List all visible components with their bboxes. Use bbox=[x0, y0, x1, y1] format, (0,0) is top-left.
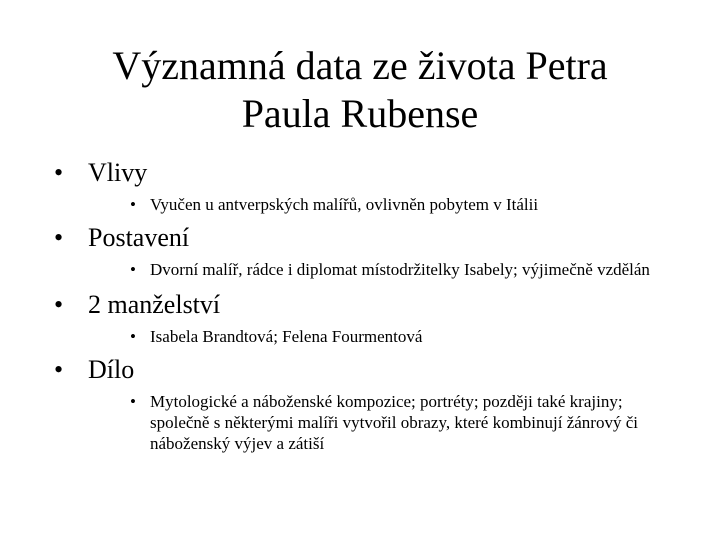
slide-title-line-1: Významná data ze života Petra bbox=[112, 43, 608, 88]
sub-bullet-icon: • bbox=[130, 195, 136, 214]
slide-body bbox=[54, 156, 664, 454]
sub-bullet-icon: • bbox=[130, 260, 136, 279]
bullet-icon: • bbox=[54, 158, 64, 187]
sub-bullet-item bbox=[54, 194, 664, 215]
sub-bullet-text: Isabela Brandtová; Felena Fourmentová bbox=[150, 327, 423, 346]
slide-title-line-2: Paula Rubense bbox=[241, 91, 479, 136]
bullet-heading: Dílo bbox=[88, 355, 135, 384]
bullet-heading: 2 manželství bbox=[88, 290, 221, 319]
bullet-heading: Postavení bbox=[88, 223, 190, 252]
bullet-icon: • bbox=[54, 223, 64, 252]
bullet-item-manzelstvi bbox=[54, 288, 664, 322]
bullet-icon: • bbox=[54, 290, 64, 319]
bullet-heading: Vlivy bbox=[88, 158, 148, 187]
bullet-icon: • bbox=[54, 355, 64, 384]
bullet-item-vlivy bbox=[54, 156, 664, 190]
sub-bullet-icon: • bbox=[130, 327, 136, 346]
sub-bullet-item bbox=[54, 259, 664, 280]
sub-bullet-icon: • bbox=[130, 392, 136, 411]
bullet-item-postaveni bbox=[54, 221, 664, 255]
sub-bullet-text: Vyučen u antverpských malířů, ovlivněn pobytem v Itálii bbox=[150, 195, 539, 214]
sub-bullet-text: Dvorní malíř, rádce i diplomat místodržitelky Isabely; výjimečně vzdělán bbox=[150, 260, 650, 279]
sub-bullet-item bbox=[54, 326, 664, 347]
sub-bullet-item bbox=[54, 391, 664, 454]
bullet-item-dilo bbox=[54, 353, 664, 387]
sub-bullet-text: Mytologické a náboženské kompozice; portréty; později také krajiny; společně s některými malíři vytvořil obrazy, které kombinují žánrový či náboženský výjev a zátiší bbox=[150, 392, 638, 453]
slide-title bbox=[40, 42, 680, 138]
